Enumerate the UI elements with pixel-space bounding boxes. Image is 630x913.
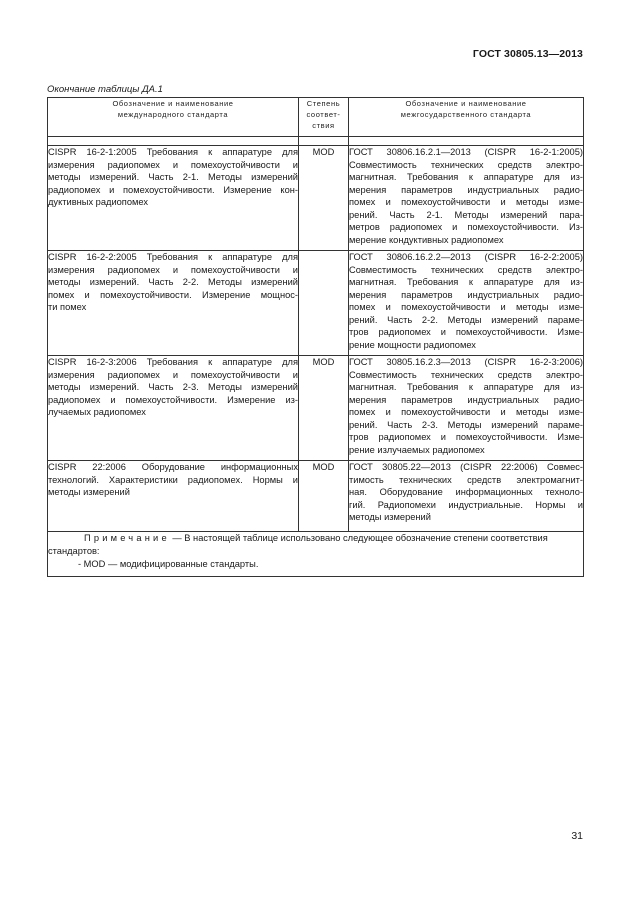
intl-standard-cell: CISPR 16-2-2:2005 Требования к аппаратуре для измерения радиопомех и помехоустойчивости и методы измерений. Часть 2-2. Методы измерений помех и помехоустойчивости. Измерение мощнос- ти помех — [48, 251, 299, 356]
table-header-row — [48, 98, 584, 137]
national-standard-cell: ГОСТ 30806.16.2.1—2013 (CISPR 16-2-1:2005) Совместимость технических средств электро- магнитная. Требования к аппаратуре для из- мерения параметров индустриальных радио- помех и помехоустойчивости и методы изме- рений. Часть 2-1. Методы измерений пара- метров радиопомех и помехоустойчивости. Из- мерение кондуктивных радиопомех — [349, 146, 584, 251]
degree-cell — [299, 251, 349, 356]
degree-cell: MOD — [299, 146, 349, 251]
header-national-standard: Обозначение и наименование межгосударственного стандарта — [349, 98, 584, 137]
table-note-row — [48, 532, 584, 577]
table-caption: Окончание таблицы ДА.1 — [47, 84, 163, 95]
document-id: ГОСТ 30805.13—2013 — [472, 48, 583, 60]
national-standard-cell: ГОСТ 30805.22—2013 (CISPR 22:2006) Совмес- тимость технических средств электромагнит- ная. Оборудование информационных техноло- гий. Радиопомехи индустриальные. Нормы и методы измерений — [349, 461, 584, 532]
intl-standard-cell: CISPR 22:2006 Оборудование информационных технологий. Характеристики радиопомех. Нормы и методы измерений — [48, 461, 299, 532]
table-row — [48, 146, 584, 251]
national-standard-cell: ГОСТ 30806.16.2.2—2013 (CISPR 16-2-2:2005) Совместимость технических средств электро- магнитная. Требования к аппаратуре для из- мерения параметров индустриальных радио- помех и помехоустойчивости и методы изме- рений. Часть 2-2. Методы измерений параме- тров радиопомех и помехоустойчивости. Изме- рение мощности радиопомех — [349, 251, 584, 356]
note-label: Примечание — [84, 533, 170, 543]
standards-table — [47, 97, 584, 577]
table-note — [48, 532, 584, 577]
degree-cell: MOD — [299, 461, 349, 532]
intl-standard-cell: CISPR 16-2-3:2006 Требования к аппаратуре для измерения радиопомех и помехоустойчивости и методы измерений. Часть 2-3. Методы измерений радиопомех и помехоустойчивости. Измерение из- лучаемых радиопомех — [48, 356, 299, 461]
header-degree: Степень соответ- ствия — [299, 98, 349, 137]
page-number: 31 — [571, 830, 583, 842]
header-spacer-row — [48, 137, 584, 146]
table-row — [48, 251, 584, 356]
note-text: — В настоящей таблице использовано следующее обозначение степени соответствия — [169, 533, 548, 543]
header-intl-standard: Обозначение и наименование международного стандарта — [48, 98, 299, 137]
note-text-continued: стандартов: — [48, 545, 100, 556]
national-standard-cell: ГОСТ 30805.16.2.3—2013 (CISPR 16-2-3:2006) Совместимость технических средств электро- магнитная. Требования к аппаратуре для из- мерения параметров индустриальных радио- помех и помехоустойчивости и методы изме- рений. Часть 2-3. Методы измерений параме- тров радиопомех и помехоустойчивости. Изме- рение излучаемых радиопомех — [349, 356, 584, 461]
table-row — [48, 461, 584, 532]
intl-standard-cell: CISPR 16-2-1:2005 Требования к аппаратуре для измерения радиопомех и помехоустойчивости и методы измерений. Часть 2-1. Методы измерений радиопомех и помехоустойчивости. Измерение кон- дуктивных радиопомех — [48, 146, 299, 251]
degree-cell: MOD — [299, 356, 349, 461]
table-row — [48, 356, 584, 461]
note-item: - MOD — модифицированные стандарты. — [78, 558, 259, 569]
